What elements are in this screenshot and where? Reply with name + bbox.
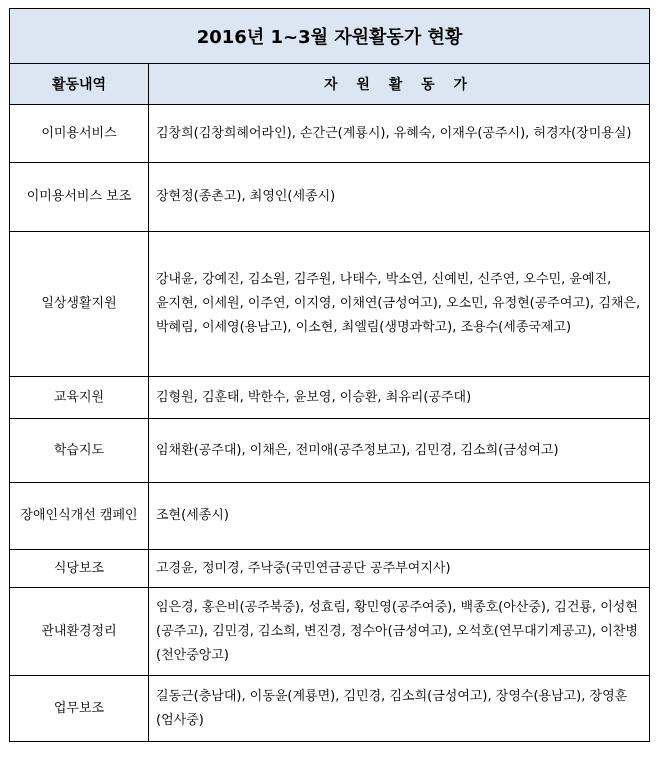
activity-column-header: 활동내역 — [10, 64, 149, 105]
volunteers-cell: 임채환(공주대), 이채은, 전미애(공주정보고), 김민경, 김소희(금성여고) — [149, 419, 650, 483]
activity-cell: 교육지원 — [10, 377, 149, 419]
volunteers-cell: 고경윤, 정미경, 주낙중(국민연금공단 공주부여지사) — [149, 550, 650, 588]
activity-cell: 이미용서비스 보조 — [10, 163, 149, 232]
activity-cell: 학습지도 — [10, 419, 149, 483]
table-row — [10, 377, 650, 419]
volunteers-cell: 강내윤, 강예진, 김소원, 김주원, 나태수, 박소연, 신예빈, 신주연, 오수민, 윤예진, 윤지현, 이세원, 이주연, 이지영, 이채연(금성여고), 오소민, 유정현(공주여고), 김채은, 박혜림, 이세영(용남고), 이소현, 최엘림(생명과학고), 조용수(세종국제고) — [149, 232, 650, 377]
activity-cell: 업무보조 — [10, 676, 149, 742]
volunteers-cell: 길동근(충남대), 이동윤(계룡면), 김민경, 김소희(금성여고), 장영수(용남고), 장영훈(엄사중) — [149, 676, 650, 742]
table-title: 2016년 1~3월 자원활동가 현황 — [10, 9, 650, 64]
table-row — [10, 105, 650, 163]
table-row — [10, 550, 650, 588]
volunteers-cell: 장현정(종촌고), 최영인(세종시) — [149, 163, 650, 232]
volunteers-cell: 김형원, 김훈태, 박한수, 윤보영, 이승환, 최유리(공주대) — [149, 377, 650, 419]
volunteer-status-table — [9, 8, 650, 742]
activity-cell: 이미용서비스 — [10, 105, 149, 163]
table-row — [10, 483, 650, 550]
volunteers-column-header: 자 원 활 동 가 — [149, 64, 650, 105]
table-row — [10, 163, 650, 232]
table-row — [10, 588, 650, 676]
table-row — [10, 419, 650, 483]
volunteers-cell: 조현(세종시) — [149, 483, 650, 550]
volunteers-cell: 김창희(김창희헤어라인), 손간근(계룡시), 유혜숙, 이재우(공주시), 허경자(장미용실) — [149, 105, 650, 163]
activity-cell: 관내환경정리 — [10, 588, 149, 676]
activity-cell: 일상생활지원 — [10, 232, 149, 377]
volunteers-cell: 임은경, 홍은비(공주북중), 성효림, 황민영(공주여중), 백종호(아산중), 김건룡, 이성현(공주고), 김민경, 김소희, 변진경, 정수아(금성여고), 오석호(연무대기계공고), 이찬병(천안중앙고) — [149, 588, 650, 676]
activity-cell: 식당보조 — [10, 550, 149, 588]
table-row — [10, 232, 650, 377]
activity-cell: 장애인식개선 캠페인 — [10, 483, 149, 550]
table-row — [10, 676, 650, 742]
